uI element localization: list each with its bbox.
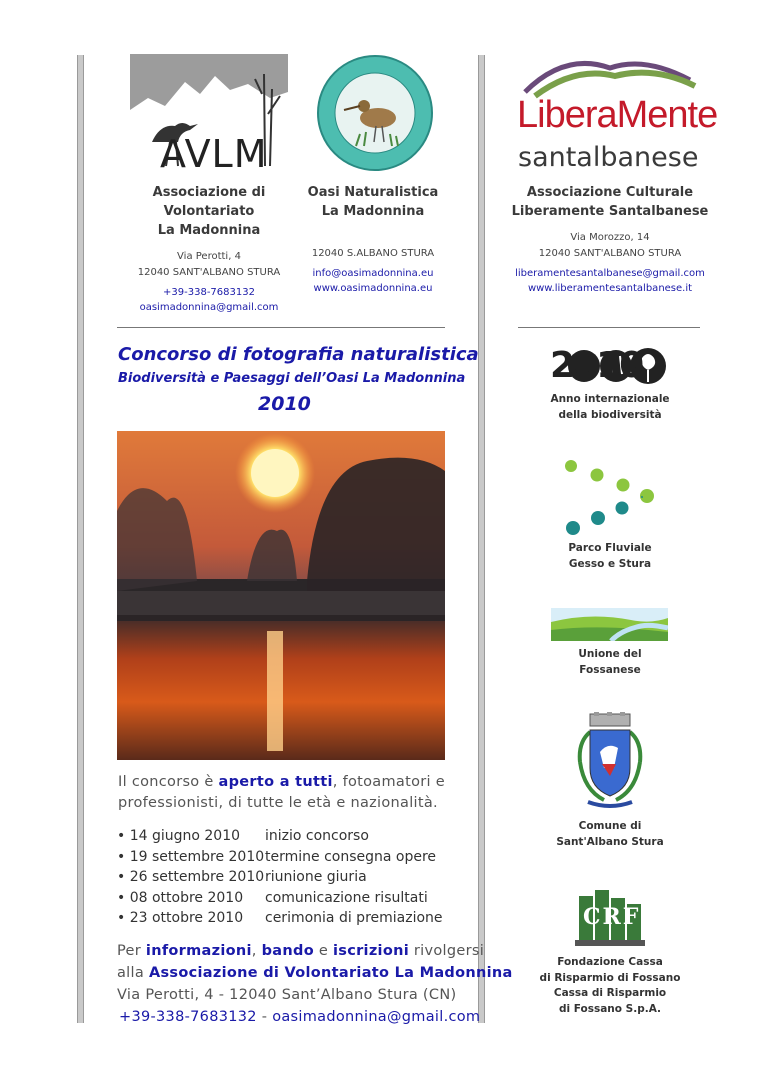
- anno-caption: [530, 392, 690, 423]
- comune-line1: Comune di: [578, 820, 642, 832]
- sunset-photo: [117, 431, 445, 760]
- avlm-name-line2: La Madonnina: [157, 223, 261, 238]
- oasi-address-line1: 12040 S.ALBANO STURA: [311, 248, 435, 259]
- liberamente-email-link[interactable]: liberamentesantalbanese@gmail.com: [515, 268, 705, 279]
- contest-intro-line2: professionisti, di tutte le età e nazionalità.: [118, 795, 438, 811]
- schedule-event: inizio concorso: [265, 828, 369, 844]
- anno-biodiversita-logo: [550, 344, 670, 388]
- middle-border-bar: [478, 55, 485, 1023]
- avlm-logo: [130, 54, 288, 174]
- avlm-email-link[interactable]: oasimadonnina@gmail.com: [139, 302, 279, 313]
- oasi-email-link[interactable]: info@oasimadonnina.eu: [312, 268, 434, 279]
- oasi-name-line2: La Madonnina: [321, 204, 425, 219]
- contact-sep: e: [313, 943, 333, 959]
- bando-link: bando: [261, 943, 314, 959]
- schedule-event: riunione giuria: [265, 869, 367, 885]
- contact-line1: [117, 940, 485, 962]
- liberamente-logo-title: LiberaMente: [517, 94, 718, 136]
- crf-logo: [575, 888, 645, 948]
- avlm-info: [112, 183, 306, 315]
- liberamente-logo: [515, 52, 718, 178]
- liberamente-web-link[interactable]: www.liberamentesantalbanese.it: [527, 283, 693, 294]
- contact-post: rivolgersi: [408, 943, 485, 959]
- cassa-line2: di Fossano S.p.A.: [558, 1002, 662, 1015]
- contest-title: Concorso di fotografia naturalistica: [118, 344, 479, 365]
- liberamente-logo-subtitle: santalbanese: [518, 142, 699, 173]
- parco-line1: Parco Fluviale: [568, 542, 652, 554]
- schedule-list: [117, 826, 443, 929]
- schedule-event: termine consegna opere: [265, 848, 437, 865]
- comune-caption: [530, 819, 690, 850]
- intro-highlight: aperto a tutti: [218, 774, 333, 790]
- contact-line4: [117, 1006, 481, 1028]
- intro-post: , fotoamatori e: [332, 774, 445, 790]
- coat-of-arms-icon: [574, 712, 646, 814]
- parco-dots-icon: [558, 455, 658, 539]
- schedule-row: [117, 826, 443, 847]
- oasi-seal-bird-icon: [316, 54, 434, 172]
- schedule-row: [117, 867, 443, 888]
- anno-logo-text: 2010: [550, 345, 643, 386]
- fond-line1: Fondazione Cassa: [557, 956, 663, 968]
- anno-line2: della biodiversità: [558, 408, 662, 421]
- contest-subtitle: Biodiversità e Paesaggi dell’Oasi La Madonnina: [118, 371, 466, 386]
- cassa-line1: Cassa di Risparmio: [553, 987, 667, 999]
- parco-caption: [530, 541, 690, 572]
- contact-phone[interactable]: +39-338-7683132: [119, 1009, 257, 1025]
- contact-sep: ,: [251, 943, 262, 959]
- liberamente-info: [500, 183, 720, 296]
- parco-fluviale-logo: [558, 455, 658, 539]
- avlm-name-line1: Associazione di Volontariato: [152, 185, 266, 219]
- contact-alla: alla: [117, 965, 149, 981]
- crf-logo-text: CRF: [583, 904, 641, 930]
- unione-line2: Fossanese: [579, 663, 641, 676]
- schedule-event: comunicazione risultati: [265, 889, 428, 906]
- unione-landscape-icon: [551, 608, 668, 641]
- oasi-seal-logo: [316, 54, 434, 172]
- contact-email-link[interactable]: oasimadonnina@gmail.com: [272, 1009, 481, 1025]
- fond-line2: di Risparmio di Fossano: [539, 971, 681, 984]
- contact-address: Via Perotti, 4 - 12040 Sant’Albano Stura (CN): [117, 987, 457, 1003]
- contest-intro: [118, 772, 448, 814]
- schedule-row: [117, 908, 443, 929]
- schedule-date: • 23 ottobre 2010: [117, 910, 244, 926]
- contact-line2: [117, 962, 513, 984]
- schedule-event: cerimonia di premiazione: [265, 910, 443, 926]
- anno-line1: Anno internazionale: [550, 393, 670, 405]
- schedule-date: • 08 ottobre 2010: [117, 889, 244, 906]
- left-divider: [117, 327, 445, 328]
- unione-line1: Unione del: [578, 648, 642, 660]
- intro-pre: Il concorso è: [118, 774, 219, 790]
- crf-caption: [525, 955, 695, 1017]
- schedule-date: • 19 settembre 2010: [117, 848, 265, 865]
- left-border-bar: [77, 55, 84, 1023]
- contact-block: [117, 940, 513, 1028]
- sunset-lake-photo-icon: [117, 431, 445, 760]
- contact-per: Per: [117, 943, 146, 959]
- contact-org: Associazione di Volontariato La Madonnina: [148, 965, 513, 981]
- liberamente-name-line1: Associazione Culturale: [526, 185, 694, 200]
- schedule-row: [117, 847, 443, 868]
- info-link: informazioni: [145, 943, 252, 959]
- avlm-phone[interactable]: +39-338-7683132: [163, 287, 255, 298]
- iscrizioni-link: iscrizioni: [333, 943, 409, 959]
- unione-caption: [530, 647, 690, 678]
- contest-intro-line1: [118, 772, 448, 793]
- right-divider: [518, 327, 700, 328]
- liberamente-address-line1: Via Morozzo, 14: [570, 232, 650, 243]
- oasi-name-line1: Oasi Naturalistica: [307, 185, 439, 200]
- contact-dash: -: [256, 1009, 273, 1025]
- oasi-web-link[interactable]: www.oasimadonnina.eu: [313, 283, 433, 294]
- comune-coat-of-arms: [574, 712, 646, 814]
- liberamente-address-line2: 12040 SANT'ALBANO STURA: [538, 248, 682, 259]
- parco-line2: Gesso e Stura: [568, 557, 652, 570]
- comune-line2: Sant'Albano Stura: [556, 835, 664, 848]
- avlm-logo-text: AVLM: [160, 132, 268, 176]
- liberamente-name-line2: Liberamente Santalbanese: [511, 204, 709, 219]
- avlm-address-line1: Via Perotti, 4: [177, 251, 241, 262]
- schedule-date: • 14 giugno 2010: [117, 828, 241, 844]
- unione-fossanese-logo: [551, 608, 668, 641]
- schedule-date: • 26 settembre 2010: [117, 869, 265, 885]
- oasi-info: [300, 183, 446, 296]
- schedule-row: [117, 888, 443, 909]
- contest-year: 2010: [258, 393, 311, 415]
- avlm-address-line2: 12040 SANT'ALBANO STURA: [137, 267, 281, 278]
